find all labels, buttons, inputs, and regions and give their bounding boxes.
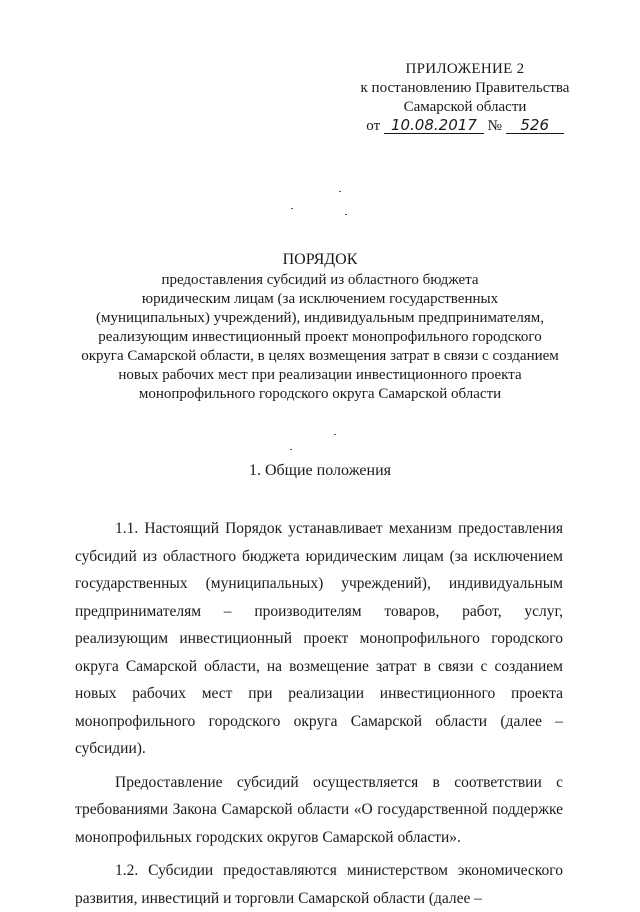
scan-speck <box>290 449 292 450</box>
document-subtitle-line: реализующим инвестиционный проект монопрофильного городского <box>98 329 542 345</box>
appendix-line-2: Самарской области <box>403 99 527 115</box>
appendix-date-line <box>350 117 580 136</box>
document-subtitle-line: новых рабочих мест при реализации инвестиционного проекта <box>118 367 522 383</box>
scan-speck <box>345 214 347 215</box>
document-subtitle-line: предоставления субсидий из областного бюджета <box>161 272 479 288</box>
scan-speck <box>291 208 293 209</box>
section-title: 1. Общие положения <box>248 462 392 479</box>
scan-speck <box>339 191 341 192</box>
document-subtitle-line: (муниципальных) учреждений), индивидуальным предпринимателям, <box>96 310 544 326</box>
number-label: № <box>487 118 502 134</box>
paragraph: 1.1. Настоящий Порядок устанавливает механизм предоставления субсидий из областного бюджета юридическим лицам (за исключением государственных (муниципальных) учреждений), индивидуальным предпринимателям – производителям товаров, работ, услуг, реализующим инвестиционный проект монопрофильного городского округа Самарской области, на возмещение затрат в связи с созданием новых рабочих мест при реализации инвестиционного проекта монопрофильного городского округа Самарской области (далее – субсидии). <box>75 520 563 757</box>
document-body <box>75 515 563 912</box>
appendix-title: ПРИЛОЖЕНИЕ 2 <box>405 61 525 77</box>
handwritten-number: 526 <box>506 118 564 134</box>
paragraph: 1.2. Субсидии предоставляются министерством экономического развития, инвестиций и торговли Самарской области (далее – <box>75 862 563 907</box>
handwritten-date: 10.08.2017 <box>384 118 484 134</box>
appendix-line-1: к постановлению Правительства <box>360 80 570 96</box>
document-subtitle-line: монопрофильного городского округа Самарской области <box>138 386 502 402</box>
document-heading: ПОРЯДОК <box>282 251 358 268</box>
appendix-block <box>350 60 580 136</box>
scan-speck <box>334 434 336 435</box>
document-title <box>60 250 580 404</box>
document-subtitle-line: округа Самарской области, в целях возмещения затрат в связи с созданием <box>81 348 559 364</box>
document-subtitle-line: юридическим лицам (за исключением государственных <box>141 291 499 307</box>
paragraph: Предоставление субсидий осуществляется в соответствии с требованиями Закона Самарской области «О государственной поддержке монопрофильных городских округов Самарской области». <box>75 773 563 846</box>
from-label: от <box>366 118 381 134</box>
